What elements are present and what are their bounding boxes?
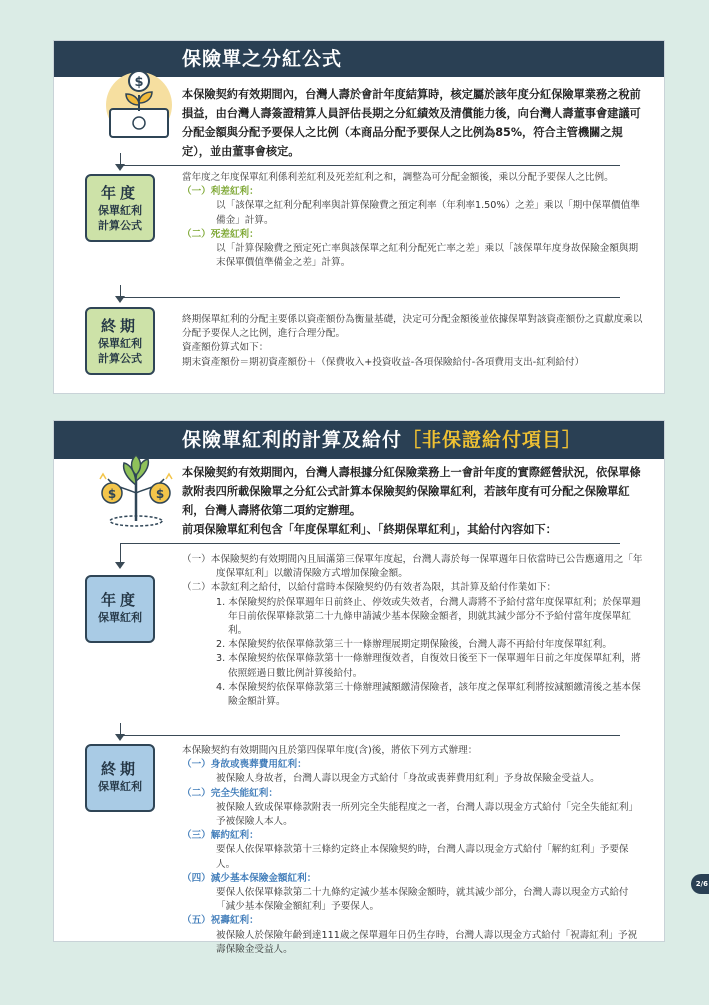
annual-dividend-tag: 年度 保單紅利 (85, 575, 155, 643)
final-dividend-formula-tag: 終期 保單紅利 計算公式 (85, 307, 155, 375)
dividend-formula-panel (53, 40, 665, 394)
final-dividend-tag: 終期 保單紅利 (85, 744, 155, 812)
svg-text:$: $ (134, 75, 144, 90)
dollar-plant-coin-icon (102, 67, 174, 143)
final-formula-text: 終期保單紅利的分配主要係以資產額份為衡量基礎，決定可分配金額後並依據保單對該資產額份之貢獻度乘以分配予要保人之比例，進行合理分配。 資產額份算式如下： 期末資產額份＝期初資產額份＋（保費收入+投資收益-各項保險給付-各項費用支出-紅利給付） (182, 314, 643, 368)
page-number-badge: 2/6 (691, 874, 709, 894)
annual-formula-text: 當年度之年度保單紅利係利差紅利及死差紅利之和，調整為可分配金額後，乘以分配予要保人之比例。 （一）利差紅利： 以「該保單之紅利分配利率與計算保險費之預定利率（年利率1.50%）之差」乘以「期中保單價值準備金」計算。 （二）死差紅利： 以「計算保險費之預定死亡率與該保單之紅利分配死亡率之差」乘以「該保單年度身故保險金額與期末保單價值準備金之差」計算。 (182, 171, 646, 270)
section-title: 保險單之分紅公式 (54, 41, 664, 77)
arrow-down-icon (115, 734, 125, 741)
connector-line (120, 543, 620, 544)
annual-dividend-formula-tag: 年度 保單紅利 計算公式 (85, 174, 155, 242)
money-tree-icon (94, 449, 178, 529)
connector-line (120, 735, 620, 736)
mortality-dividend-label: （二）死差紅利： (182, 228, 259, 240)
total-disability-dividend-label: （二）完全失能紅利： (182, 787, 278, 799)
death-funeral-dividend-label: （一）身故或喪葬費用紅利： (182, 759, 307, 771)
arrow-down-icon (115, 296, 125, 303)
interest-dividend-label: （一）利差紅利： (182, 186, 259, 198)
connector-line (120, 165, 620, 166)
arrow-down-icon (115, 164, 125, 171)
surrender-dividend-label: （三）解約紅利： (182, 830, 259, 842)
intro-paragraph: 本保險契約有效期間內，台灣人壽於會計年度結算時，核定屬於該年度分紅保險單業務之稅前損益，由台灣人壽簽證精算人員評估長期之分紅績效及清償能力後，向台灣人壽董事會建議可分配金額與分配予要保人之比例（本商品分配予要保人之比例為85%，符合主管機關之規定），並由董事會核定。 (182, 88, 641, 158)
annual-dividend-text: （一）本保險契約有效期間內且屆滿第三保單年度起，台灣人壽於每一保單週年日依當時已公告應適用之「年度保單紅利」以繳清保險方式增加保險金額。 （二）本款紅利之給付，以給付當時本保險契約仍有效者為限，其計算及給付作業如下： 1. 本保險契約於保單週年日前終止、停效或失效者，台灣人壽將不予給付當年度保單紅利；於保單週年日前依保單條款第二十九條申請減少基本保險金額者，則就其減少部分不予給付當年度保單紅利。 2. 本保險契約依保單條款第三十一條辦理展期定期保險後，台灣人壽不再給付年度保單紅利。 3. 本保險契約依保單條款第十一條辦理復效者，自復效日後至下一保單週年日前之年度保單紅利，將依照經過日數比例計算後給付。 4. 本保險契約依保單條款第三十條辦理減額繳清保險者，該年度之保單紅利將按減額繳清後之基本保險金額計算。 (182, 554, 643, 708)
section-title: 保險單紅利的計算及給付［非保證給付項目］ (54, 421, 664, 459)
connector-line (120, 543, 121, 565)
reduced-amount-dividend-label: （四）減少基本保險金額紅利： (182, 872, 317, 884)
longevity-dividend-label: （五）祝壽紅利： (182, 915, 259, 927)
non-guaranteed-label: ［非保證給付項目］ (402, 429, 583, 451)
dividend-payment-panel (53, 420, 665, 955)
connector-line (120, 297, 620, 298)
final-dividend-text: 本保險契約有效期間內且於第四保單年度(含)後，將依下列方式辦理： （一）身故或喪葬費用紅利： 被保險人身故者，台灣人壽以現金方式給付「身故或喪葬費用紅利」予身故保險金受益人。 （二）完全失能紅利： 被保險人致成保單條款附表一所列完全失能程度之一者，台灣人壽以現金方式給付「完全失能紅利」予被保險人本人。 （三）解約紅利： 要保人依保單條款第十三條約定終止本保險契約時，台灣人壽以現金方式給付「解約紅利」予要保人。 （四）減少基本保險金額紅利： 要保人依保單條款第二十九條約定減少基本保險金額時，就其減少部分，台灣人壽以現金方式給付「減少基本保險金額紅利」予要保人。 （五）祝壽紅利： 被保險人於保險年齡到達111歲之保單週年日仍生存時，台灣人壽以現金方式給付「祝壽紅利」予祝壽保險金受益人。 (182, 744, 646, 957)
svg-text:$: $ (107, 487, 117, 501)
svg-text:$: $ (155, 487, 165, 501)
intro-paragraph: 本保險契約有效期間內，台灣人壽根據分紅保險業務上一會計年度的實際經營狀況，依保單條款附表四所載保險單之分紅公式計算本保險契約保險單紅利，若該年度有可分配之保險單紅利，台灣人壽將依第二項約定辦理。 前項保險單紅利包含「年度保單紅利」、「終期保單紅利」，其給付內容如下： (182, 466, 641, 536)
